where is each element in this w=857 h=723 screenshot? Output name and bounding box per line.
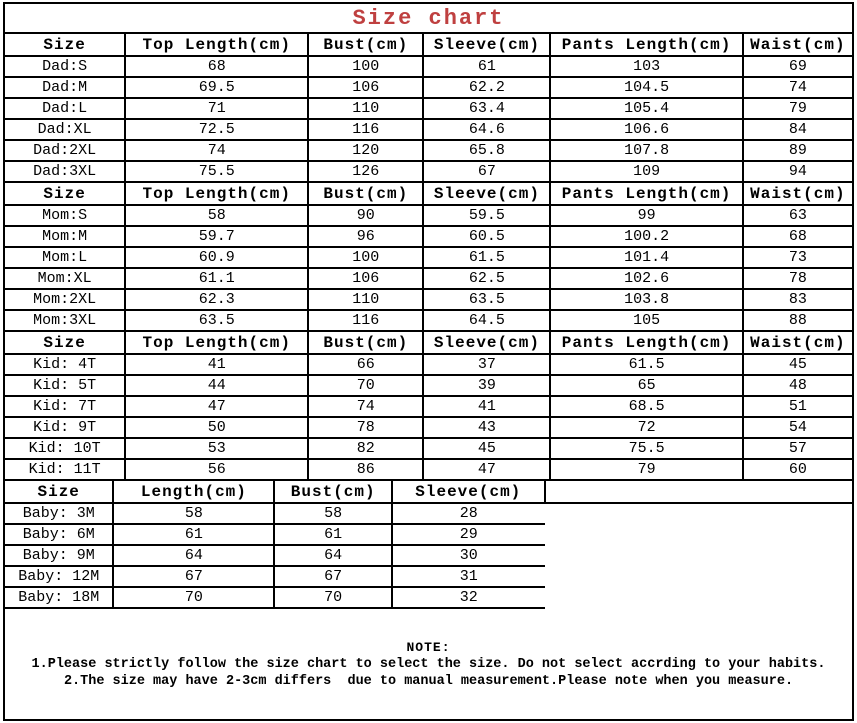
column-header-sleeve-cm: Sleeve(cm) <box>423 34 550 56</box>
note-line-2: 2.The size may have 2-3cm differs due to manual measurement.Please note when you measure. <box>63 673 794 689</box>
measurement-cell: 71 <box>125 98 308 119</box>
measurement-cell: 60.5 <box>423 226 550 247</box>
size-label-cell: Dad:M <box>5 77 125 98</box>
measurement-cell: 64 <box>113 545 274 566</box>
measurement-cell: 75.5 <box>125 161 308 182</box>
measurement-cell: 75.5 <box>550 438 742 459</box>
measurement-cell: 79 <box>550 459 742 480</box>
size-label-cell: Mom:3XL <box>5 310 125 331</box>
dad-section-table <box>5 34 852 183</box>
measurement-cell: 62.2 <box>423 77 550 98</box>
measurement-cell: 100 <box>308 56 423 77</box>
size-label-cell: Kid: 5T <box>5 375 125 396</box>
table-row <box>5 396 852 417</box>
measurement-cell: 58 <box>113 503 274 524</box>
measurement-cell: 90 <box>308 205 423 226</box>
measurement-cell: 43 <box>423 417 550 438</box>
measurement-cell: 47 <box>125 396 308 417</box>
measurement-cell: 74 <box>308 396 423 417</box>
kid-section-table <box>5 332 852 481</box>
size-label-cell: Baby: 9M <box>5 545 113 566</box>
measurement-cell: 51 <box>743 396 852 417</box>
measurement-cell: 104.5 <box>550 77 742 98</box>
measurement-cell: 74 <box>743 77 852 98</box>
measurement-cell: 58 <box>125 205 308 226</box>
size-label-cell: Mom:M <box>5 226 125 247</box>
measurement-cell: 102.6 <box>550 268 742 289</box>
note-section <box>5 609 852 719</box>
measurement-cell: 78 <box>308 417 423 438</box>
size-label-cell: Dad:XL <box>5 119 125 140</box>
measurement-cell: 116 <box>308 310 423 331</box>
note-line-1: 1.Please strictly follow the size chart to select the size. Do not select accrding to your habits. <box>31 656 826 672</box>
table-row <box>5 375 852 396</box>
measurement-cell: 30 <box>392 545 544 566</box>
column-header-size: Size <box>5 481 113 503</box>
measurement-cell: 45 <box>743 354 852 375</box>
measurement-cell: 65 <box>550 375 742 396</box>
measurement-cell: 45 <box>423 438 550 459</box>
header-row <box>5 332 852 354</box>
measurement-cell: 59.5 <box>423 205 550 226</box>
measurement-cell: 60.9 <box>125 247 308 268</box>
table-row <box>5 438 852 459</box>
column-header-top-length-cm: Top Length(cm) <box>125 34 308 56</box>
table-row <box>5 56 852 77</box>
measurement-cell: 107.8 <box>550 140 742 161</box>
measurement-cell: 64.6 <box>423 119 550 140</box>
column-header-waist-cm: Waist(cm) <box>743 34 852 56</box>
table-row <box>5 545 852 566</box>
measurement-cell: 61 <box>423 56 550 77</box>
measurement-cell: 103 <box>550 56 742 77</box>
column-header-waist-cm: Waist(cm) <box>743 332 852 354</box>
measurement-cell: 63 <box>743 205 852 226</box>
measurement-cell: 99 <box>550 205 742 226</box>
table-row <box>5 524 852 545</box>
column-header-size: Size <box>5 34 125 56</box>
measurement-cell: 39 <box>423 375 550 396</box>
measurement-cell: 83 <box>743 289 852 310</box>
measurement-cell: 106 <box>308 77 423 98</box>
size-label-cell: Dad:L <box>5 98 125 119</box>
measurement-cell: 59.7 <box>125 226 308 247</box>
measurement-cell: 66 <box>308 354 423 375</box>
measurement-cell: 120 <box>308 140 423 161</box>
measurement-cell: 61.5 <box>423 247 550 268</box>
measurement-cell: 69 <box>743 56 852 77</box>
measurement-cell: 110 <box>308 98 423 119</box>
measurement-cell: 70 <box>113 587 274 608</box>
chart-title: Size chart <box>5 4 852 34</box>
column-header-bust-cm: Bust(cm) <box>308 332 423 354</box>
measurement-cell: 64.5 <box>423 310 550 331</box>
table-row <box>5 289 852 310</box>
table-row <box>5 310 852 331</box>
table-row <box>5 503 852 524</box>
measurement-cell: 103.8 <box>550 289 742 310</box>
measurement-cell: 94 <box>743 161 852 182</box>
measurement-cell: 54 <box>743 417 852 438</box>
measurement-cell: 78 <box>743 268 852 289</box>
column-header-size: Size <box>5 183 125 205</box>
empty-merged-cell <box>545 481 853 503</box>
size-label-cell: Mom:S <box>5 205 125 226</box>
size-label-cell: Baby: 18M <box>5 587 113 608</box>
table-row <box>5 459 852 480</box>
size-label-cell: Dad:S <box>5 56 125 77</box>
size-label-cell: Kid: 4T <box>5 354 125 375</box>
table-row <box>5 98 852 119</box>
measurement-cell: 29 <box>392 524 544 545</box>
table-row <box>5 226 852 247</box>
measurement-cell: 61.1 <box>125 268 308 289</box>
measurement-cell: 84 <box>743 119 852 140</box>
measurement-cell: 70 <box>308 375 423 396</box>
size-label-cell: Baby: 6M <box>5 524 113 545</box>
column-header-pants-length-cm: Pants Length(cm) <box>550 183 742 205</box>
measurement-cell: 68 <box>125 56 308 77</box>
table-row <box>5 77 852 98</box>
header-row <box>5 183 852 205</box>
measurement-cell: 65.8 <box>423 140 550 161</box>
measurement-cell: 48 <box>743 375 852 396</box>
measurement-cell: 41 <box>125 354 308 375</box>
column-header-bust-cm: Bust(cm) <box>274 481 392 503</box>
measurement-cell: 70 <box>274 587 392 608</box>
measurement-cell: 74 <box>125 140 308 161</box>
column-header-sleeve-cm: Sleeve(cm) <box>423 183 550 205</box>
measurement-cell: 86 <box>308 459 423 480</box>
measurement-cell: 62.3 <box>125 289 308 310</box>
measurement-cell: 100.2 <box>550 226 742 247</box>
measurement-cell: 89 <box>743 140 852 161</box>
measurement-cell: 58 <box>274 503 392 524</box>
header-row <box>5 481 852 503</box>
measurement-cell: 64 <box>274 545 392 566</box>
measurement-cell: 56 <box>125 459 308 480</box>
measurement-cell: 105.4 <box>550 98 742 119</box>
measurement-cell: 126 <box>308 161 423 182</box>
column-header-bust-cm: Bust(cm) <box>308 34 423 56</box>
header-row <box>5 34 852 56</box>
measurement-cell: 44 <box>125 375 308 396</box>
measurement-cell: 63.5 <box>423 289 550 310</box>
measurement-cell: 88 <box>743 310 852 331</box>
table-row <box>5 268 852 289</box>
table-row <box>5 354 852 375</box>
size-label-cell: Baby: 3M <box>5 503 113 524</box>
measurement-cell: 101.4 <box>550 247 742 268</box>
column-header-sleeve-cm: Sleeve(cm) <box>392 481 544 503</box>
size-label-cell: Dad:3XL <box>5 161 125 182</box>
size-label-cell: Kid: 11T <box>5 459 125 480</box>
table-row <box>5 417 852 438</box>
measurement-cell: 96 <box>308 226 423 247</box>
mom-section-table <box>5 183 852 332</box>
table-row <box>5 119 852 140</box>
size-label-cell: Mom:2XL <box>5 289 125 310</box>
measurement-cell: 31 <box>392 566 544 587</box>
size-label-cell: Kid: 9T <box>5 417 125 438</box>
measurement-cell: 61 <box>274 524 392 545</box>
table-row <box>5 247 852 268</box>
measurement-cell: 100 <box>308 247 423 268</box>
measurement-cell: 53 <box>125 438 308 459</box>
measurement-cell: 60 <box>743 459 852 480</box>
measurement-cell: 110 <box>308 289 423 310</box>
column-header-pants-length-cm: Pants Length(cm) <box>550 34 742 56</box>
measurement-cell: 28 <box>392 503 544 524</box>
measurement-cell: 105 <box>550 310 742 331</box>
measurement-cell: 32 <box>392 587 544 608</box>
size-chart-sheet <box>3 2 854 721</box>
measurement-cell: 47 <box>423 459 550 480</box>
measurement-cell: 109 <box>550 161 742 182</box>
measurement-cell: 61.5 <box>550 354 742 375</box>
table-row <box>5 140 852 161</box>
size-label-cell: Baby: 12M <box>5 566 113 587</box>
measurement-cell: 61 <box>113 524 274 545</box>
measurement-cell: 82 <box>308 438 423 459</box>
measurement-cell: 116 <box>308 119 423 140</box>
column-header-length-cm: Length(cm) <box>113 481 274 503</box>
measurement-cell: 69.5 <box>125 77 308 98</box>
measurement-cell: 79 <box>743 98 852 119</box>
column-header-bust-cm: Bust(cm) <box>308 183 423 205</box>
measurement-cell: 41 <box>423 396 550 417</box>
measurement-cell: 68 <box>743 226 852 247</box>
measurement-cell: 62.5 <box>423 268 550 289</box>
size-label-cell: Mom:L <box>5 247 125 268</box>
baby-section-table <box>5 481 852 609</box>
measurement-cell: 57 <box>743 438 852 459</box>
table-row <box>5 566 852 587</box>
column-header-pants-length-cm: Pants Length(cm) <box>550 332 742 354</box>
size-label-cell: Kid: 7T <box>5 396 125 417</box>
measurement-cell: 72.5 <box>125 119 308 140</box>
measurement-cell: 37 <box>423 354 550 375</box>
size-label-cell: Mom:XL <box>5 268 125 289</box>
column-header-sleeve-cm: Sleeve(cm) <box>423 332 550 354</box>
column-header-waist-cm: Waist(cm) <box>743 183 852 205</box>
column-header-top-length-cm: Top Length(cm) <box>125 332 308 354</box>
measurement-cell: 67 <box>423 161 550 182</box>
size-label-cell: Dad:2XL <box>5 140 125 161</box>
table-row <box>5 205 852 226</box>
measurement-cell: 106.6 <box>550 119 742 140</box>
table-row <box>5 587 852 608</box>
measurement-cell: 68.5 <box>550 396 742 417</box>
measurement-cell: 72 <box>550 417 742 438</box>
measurement-cell: 50 <box>125 417 308 438</box>
table-row <box>5 161 852 182</box>
column-header-top-length-cm: Top Length(cm) <box>125 183 308 205</box>
measurement-cell: 106 <box>308 268 423 289</box>
measurement-cell: 67 <box>274 566 392 587</box>
size-label-cell: Kid: 10T <box>5 438 125 459</box>
note-heading: NOTE: <box>406 639 451 655</box>
measurement-cell: 67 <box>113 566 274 587</box>
column-header-size: Size <box>5 332 125 354</box>
measurement-cell: 63.4 <box>423 98 550 119</box>
measurement-cell: 73 <box>743 247 852 268</box>
measurement-cell: 63.5 <box>125 310 308 331</box>
